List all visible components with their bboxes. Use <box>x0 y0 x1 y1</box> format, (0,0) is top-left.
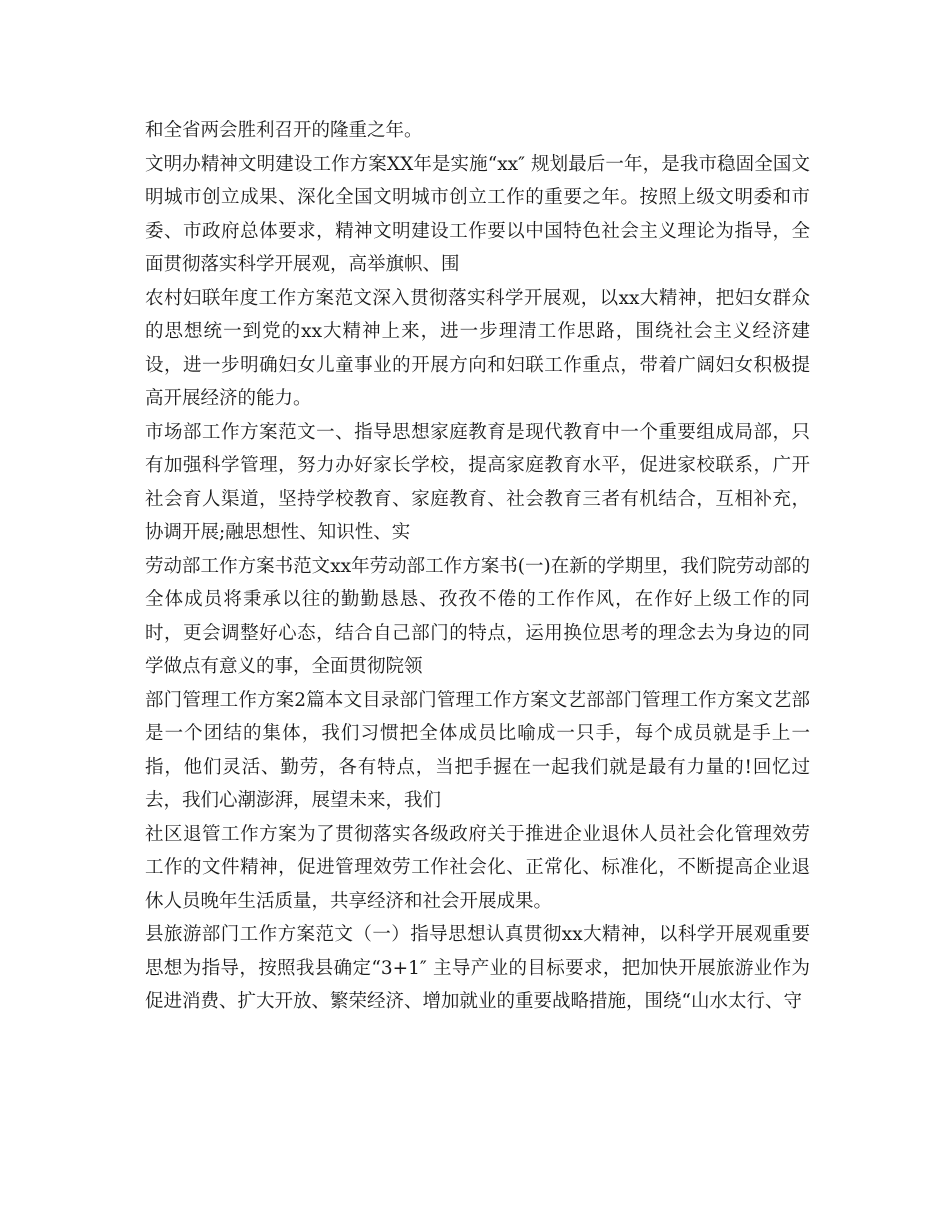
paragraph: 文明办精神文明建设工作方案XX年是实施“xx″ 规划最后一年，是我市稳固全国文明城市创立成果、深化全国文明城市创立工作的重要之年。按照上级文明委和市委、市政府总体要求，精神文明建设工作要以中国特色社会主义理论为指导，全面贯彻落实科学开展观，高举旗帜、围 <box>145 153 810 275</box>
paragraph: 社区退管工作方案为了贯彻落实各级政府关于推进企业退休人员社会化管理效劳工作的文件精神，促进管理效劳工作社会化、正常化、标准化，不断提高企业退休人员晚年生活质量，共享经济和社会开展成果。 <box>145 823 810 912</box>
paragraph: 县旅游部门工作方案范文（一）指导思想认真贯彻xx大精神，以科学开展观重要思想为指导，按照我县确定“3+1″ 主导产业的目标要求，把加快开展旅游业作为促进消费、扩大开放、繁荣经济、增加就业的重要战略措施，围绕“山水太行、守 <box>145 924 810 1012</box>
document-body <box>145 114 810 1019</box>
paragraph: 市场部工作方案范文一、指导思想家庭教育是现代教育中一个重要组成局部，只有加强科学管理，努力办好家长学校，提高家庭教育水平，促进家校联系，广开社会育人渠道，坚持学校教育、家庭教育、社会教育三者有机结合，互相补充，协调开展;融思想性、知识性、实 <box>145 421 810 543</box>
paragraph: 和全省两会胜利召开的隆重之年。 <box>145 120 423 141</box>
paragraph: 农村妇联年度工作方案范文深入贯彻落实科学开展观，以xx大精神，把妇女群众的思想统一到党的xx大精神上来，进一步理清工作思路，围绕社会主义经济建设，进一步明确妇女儿童事业的开展方向和妇联工作重点，带着广阔妇女积极提高开展经济的能力。 <box>145 287 810 409</box>
paragraph: 劳动部工作方案书范文xx年劳动部工作方案书(一)在新的学期里，我们院劳动部的全体成员将秉承以往的勤勤恳恳、孜孜不倦的工作作风，在作好上级工作的同时，更会调整好心态，结合自己部门的特点，运用换位思考的理念去为身边的同学做点有意义的事，全面贯彻院领 <box>145 555 810 677</box>
paragraph: 部门管理工作方案2篇本文目录部门管理工作方案文艺部部门管理工作方案文艺部是一个团结的集体，我们习惯把全体成员比喻成一只手，每个成员就是手上一指，他们灵活、勤劳，各有特点，当把手握在一起我们就是最有力量的!回忆过去，我们心潮澎湃，展望未来，我们 <box>145 689 810 811</box>
